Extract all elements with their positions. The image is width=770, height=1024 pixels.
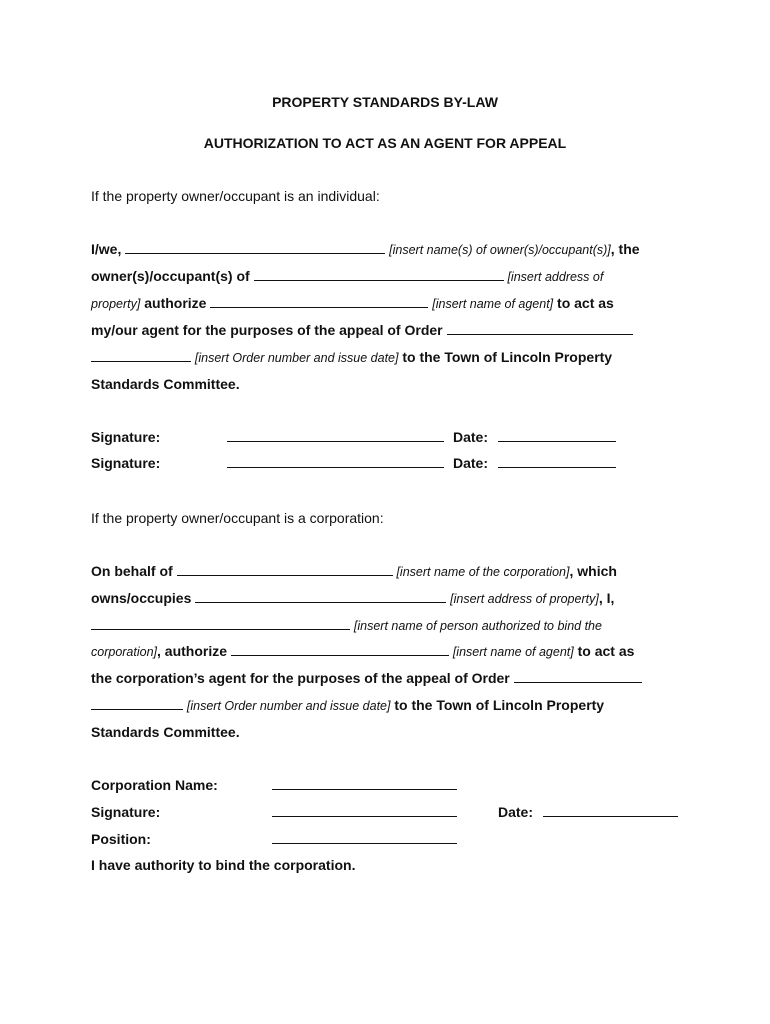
- corporation-address-field[interactable]: [195, 590, 446, 603]
- corp-order-number-field-cont[interactable]: [91, 697, 183, 710]
- order-number-field-cont[interactable]: [91, 349, 191, 362]
- individual-line-1: [91, 241, 640, 257]
- text-i: , I,: [598, 590, 615, 606]
- owner-names-field[interactable]: [125, 241, 385, 254]
- hint-corp-agent: [insert name of agent]: [452, 645, 574, 659]
- corporation-line-6: [91, 697, 604, 713]
- hint-corporation: corporation]: [91, 645, 158, 659]
- text-authorize: authorize: [144, 295, 207, 311]
- hint-order-number: [insert Order number and issue date]: [194, 351, 399, 365]
- corp-name-signature-field[interactable]: [272, 777, 457, 790]
- text-to-act-as-corp: to act as: [577, 643, 635, 659]
- text-the: , the: [610, 241, 640, 257]
- agent-name-field[interactable]: [210, 295, 428, 308]
- hint-corp-order-number: [insert Order number and issue date]: [186, 699, 391, 713]
- individual-line-3: [91, 295, 614, 311]
- hint-corporation-name: [insert name of the corporation]: [396, 565, 570, 579]
- text-on-behalf-of: On behalf of: [91, 563, 173, 579]
- corporation-name-field[interactable]: [177, 563, 393, 576]
- property-address-field[interactable]: [254, 268, 504, 281]
- text-owners-of: owner(s)/occupant(s) of: [91, 268, 250, 284]
- corporation-line-4: [91, 643, 634, 659]
- corporation-line-2: [91, 590, 614, 606]
- authority-statement: I have authority to bind the corporation.: [91, 857, 356, 873]
- corp-agent-name-field[interactable]: [231, 643, 449, 656]
- text-corp-appeal-of-order: the corporation’s agent for the purposes of the appeal of Order: [91, 670, 510, 686]
- signature-field-1[interactable]: [227, 429, 444, 442]
- text-owns-occupies: owns/occupies: [91, 590, 192, 606]
- individual-line-5: [91, 349, 612, 365]
- signature-field-2[interactable]: [227, 455, 444, 468]
- corp-position-field[interactable]: [272, 831, 457, 844]
- text-town-lincoln: to the Town of Lincoln Property: [402, 349, 613, 365]
- document-subtitle: AUTHORIZATION TO ACT AS AN AGENT FOR APPEAL: [203, 135, 567, 151]
- signature-label-1: Signature:: [91, 429, 161, 445]
- corp-date-label: Date:: [498, 804, 534, 820]
- corp-signature-label: Signature:: [91, 804, 161, 820]
- corporation-line-3: [91, 617, 602, 633]
- text-to-act-as: to act as: [557, 295, 614, 311]
- text-iwe: I/we,: [91, 241, 122, 257]
- document-title: PROPERTY STANDARDS BY-LAW: [272, 94, 498, 110]
- corporation-line-7: Standards Committee.: [91, 724, 240, 740]
- individual-intro: If the property owner/occupant is an individual:: [91, 188, 380, 204]
- corp-position-label: Position:: [91, 831, 151, 847]
- corp-date-field[interactable]: [543, 804, 678, 817]
- corp-order-number-field[interactable]: [514, 670, 642, 683]
- text-which: , which: [569, 563, 617, 579]
- authorized-person-field[interactable]: [91, 617, 350, 630]
- hint-address: [insert address of: [507, 270, 604, 284]
- date-label-1: Date:: [453, 429, 489, 445]
- hint-corporation-address: [insert address of property]: [450, 592, 599, 606]
- text-appeal-of-order: my/our agent for the purposes of the appeal of Order: [91, 322, 443, 338]
- signature-label-2: Signature:: [91, 455, 161, 471]
- hint-authorized-person: [insert name of person authorized to bind the: [353, 619, 602, 633]
- individual-line-2: [91, 268, 603, 284]
- corporation-intro: If the property owner/occupant is a corporation:: [91, 510, 384, 526]
- individual-line-4: [91, 322, 633, 338]
- corp-signature-field[interactable]: [272, 804, 457, 817]
- order-number-field[interactable]: [447, 322, 633, 335]
- date-field-1[interactable]: [498, 429, 616, 442]
- corporation-line-5: [91, 670, 642, 686]
- corp-name-label: Corporation Name:: [91, 777, 218, 793]
- individual-line-6: Standards Committee.: [91, 376, 240, 392]
- hint-owner-names: [insert name(s) of owner(s)/occupant(s)]: [389, 243, 611, 257]
- hint-agent: [insert name of agent]: [432, 297, 554, 311]
- corporation-line-1: [91, 563, 617, 579]
- date-field-2[interactable]: [498, 455, 616, 468]
- text-corp-town-lincoln: to the Town of Lincoln Property: [394, 697, 605, 713]
- hint-property: property]: [91, 297, 141, 311]
- date-label-2: Date:: [453, 455, 489, 471]
- text-authorize-corp: , authorize: [157, 643, 228, 659]
